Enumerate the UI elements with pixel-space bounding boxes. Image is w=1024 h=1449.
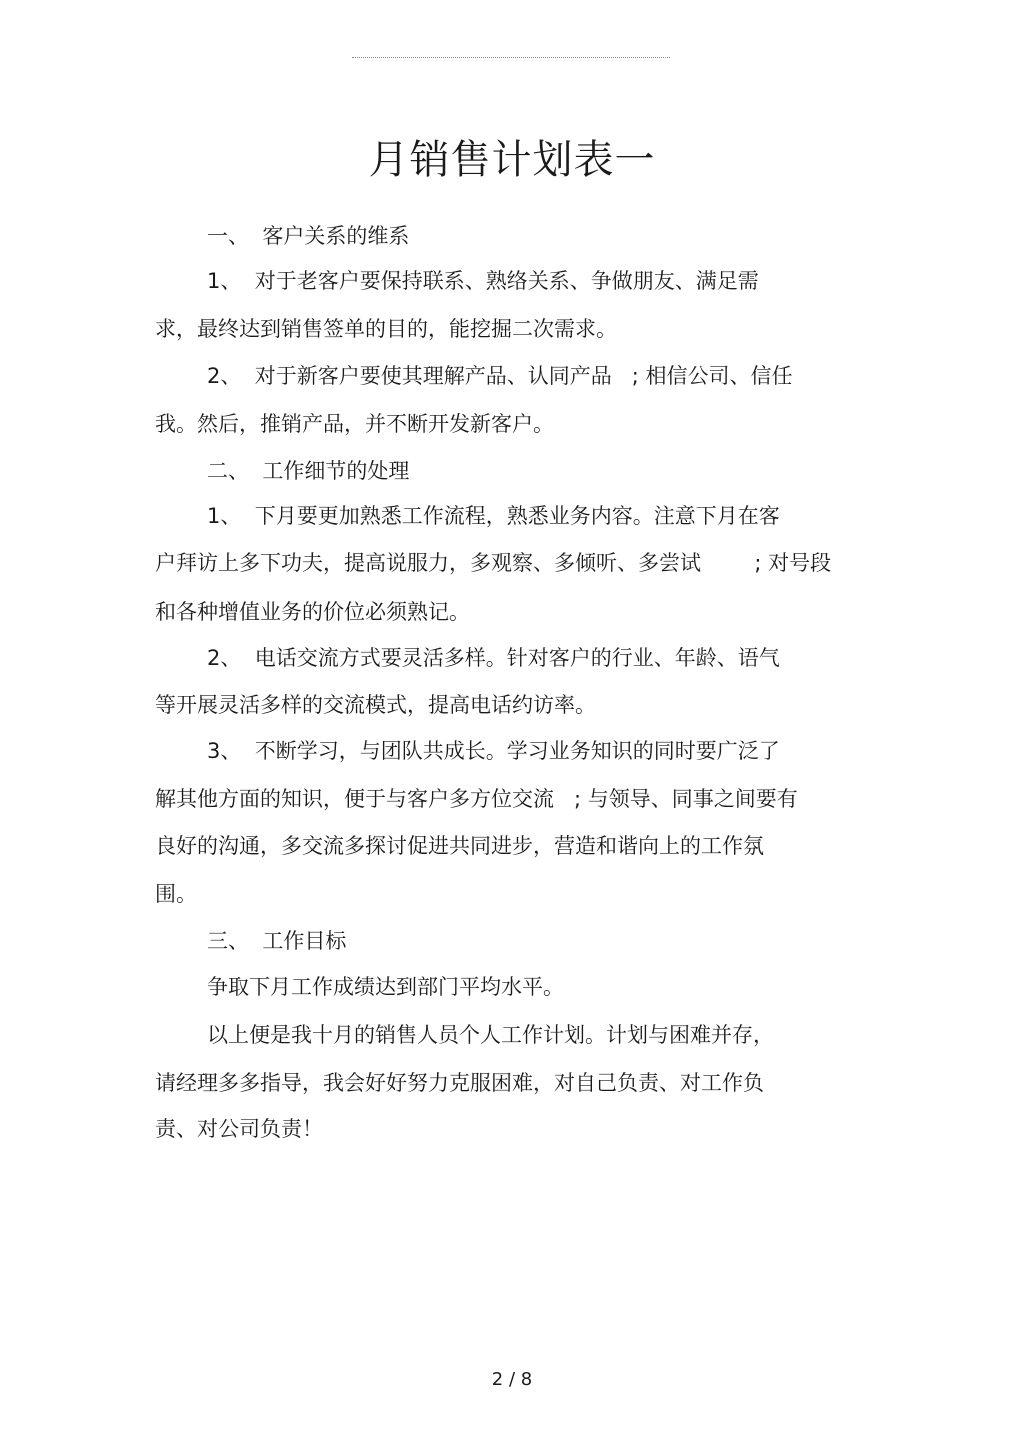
paragraph-line: 我。然后，推销产品，并不断开发新客户。 <box>155 412 554 436</box>
paragraph-line: 户拜访上多下功夫，提高说服力，多观察、多倾听、多尝试 ; 对号段 <box>155 551 832 575</box>
section-heading-2: 二、 工作细节的处理 <box>207 459 410 483</box>
paragraph-line: 1、 下月要更加熟悉工作流程，熟悉业务内容。注意下月在客 <box>207 504 780 528</box>
paragraph-line: 围。 <box>155 882 197 906</box>
paragraph-line: 求，最终达到销售签单的目的，能挖掘二次需求。 <box>155 317 617 341</box>
paragraph-line: 以上便是我十月的销售人员个人工作计划。计划与困难并存， <box>207 1023 774 1047</box>
paragraph-line: 请经理多多指导，我会好好努力克服困难，对自己负责、对工作负 <box>155 1071 764 1095</box>
paragraph-line: 等开展灵活多样的交流模式，提高电话约访率。 <box>155 693 596 717</box>
header-rule <box>352 57 670 58</box>
paragraph-line: 争取下月工作成绩达到部门平均水平。 <box>207 975 564 999</box>
paragraph-line: 和各种增值业务的价位必须熟记。 <box>155 600 470 624</box>
page-number: 2 / 8 <box>491 1369 533 1390</box>
section-heading-1: 一、 客户关系的维系 <box>207 224 410 248</box>
section-heading-3: 三、 工作目标 <box>207 929 347 953</box>
paragraph-line: 3、 不断学习，与团队共成长。学习业务知识的同时要广泛了 <box>207 739 780 763</box>
paragraph-line: 2、 对于新客户要使其理解产品、认同产品 ; 相信公司、信任 <box>207 364 793 388</box>
page-title: 月销售计划表一 <box>368 137 656 183</box>
paragraph-line: 2、 电话交流方式要灵活多样。针对客户的行业、年龄、语气 <box>207 646 780 670</box>
paragraph-line: 1、 对于老客户要保持联系、熟络关系、争做朋友、满足需 <box>207 269 759 293</box>
paragraph-line: 良好的沟通，多交流多探讨促进共同进步，营造和谐向上的工作氛 <box>155 834 764 858</box>
paragraph-line: 责、对公司负责！ <box>155 1117 323 1141</box>
paragraph-line: 解其他方面的知识，便于与客户多方位交流 ; 与领导、同事之间要有 <box>155 787 798 811</box>
